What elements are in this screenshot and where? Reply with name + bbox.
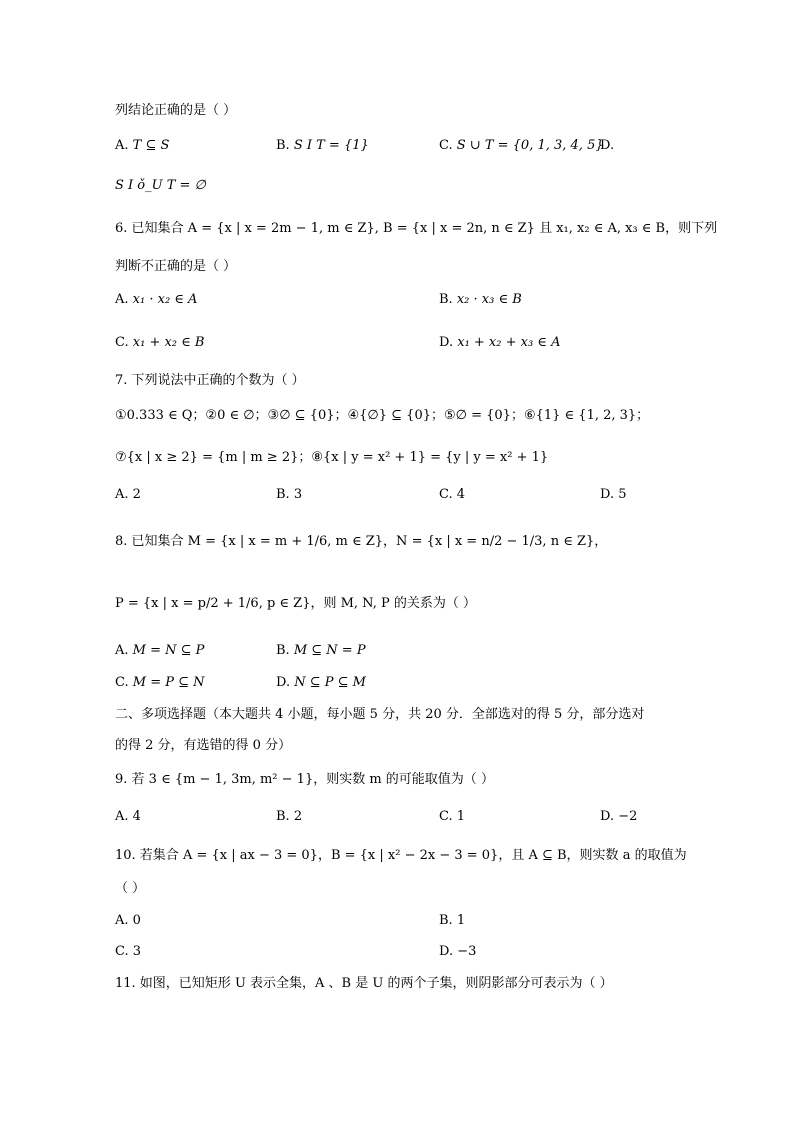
question-7-statements-line2: ⑦{x | x ≥ 2} = {m | m ≥ 2}；⑧{x | y = x² + 1} = {y | y = x² + 1} [115, 450, 549, 465]
q10-option-c[interactable] [115, 942, 141, 962]
question-10-stem: 10. 若集合 A = {x | ax − 3 = 0}，B = {x | x² − 2x − 3 = 0}，且 A ⊆ B，则实数 a 的取值为 [115, 848, 687, 863]
question-6-stem-line1: 6. 已知集合 A = {x | x = 2m − 1, m ∈ Z}, B = {x | x = 2n, n ∈ Z} 且 x₁, x₂ ∈ A, x₃ ∈ B，则下列 [115, 221, 718, 236]
option-label: B. [439, 913, 453, 928]
option-label: D. [439, 944, 454, 959]
q6-option-c[interactable] [115, 333, 204, 353]
option-text: 1 [456, 913, 466, 928]
q8-option-c[interactable] [115, 673, 205, 693]
q5-option-d[interactable] [600, 136, 614, 156]
option-label: A. [115, 487, 129, 502]
option-text: S I T = {1} [293, 138, 369, 153]
question-8-stem-line1: 8. 已知集合 M = {x | x = m + 1/6, m ∈ Z}，N = {x | x = n/2 − 1/3, n ∈ Z}， [115, 534, 608, 549]
option-text: 0 [132, 913, 141, 928]
option-label: C. [439, 487, 453, 502]
option-text: N ⊆ P ⊆ M [294, 675, 366, 690]
option-label: C. [115, 675, 129, 690]
q5-option-d-formula: S I ǒ_U T = ∅ [115, 178, 206, 193]
option-label: D. [439, 335, 454, 350]
option-label: B. [276, 138, 290, 153]
q7-option-a[interactable] [115, 485, 141, 505]
q8-option-d[interactable] [276, 673, 366, 693]
option-text: x₁ · x₂ ∈ A [132, 292, 198, 307]
option-text: x₁ + x₂ + x₃ ∈ A [457, 335, 561, 350]
option-label: A. [115, 809, 129, 824]
q9-option-a[interactable] [115, 807, 141, 827]
option-label: C. [115, 335, 129, 350]
option-text: 5 [618, 487, 627, 502]
option-text: 2 [132, 487, 141, 502]
option-text: 4 [132, 809, 141, 824]
q6-option-a[interactable] [115, 290, 197, 310]
question-10-paren: （ ） [115, 881, 146, 896]
section-2-heading-line1: 二、多项选择题（本大题共 4 小题，每小题 5 分，共 20 分．全部选对的得 5 分，部分选对 [115, 707, 645, 722]
q9-option-c[interactable] [439, 807, 465, 827]
option-label: A. [115, 138, 129, 153]
q8-option-b[interactable] [276, 641, 366, 661]
option-text: 2 [293, 809, 303, 824]
option-label: D. [600, 138, 615, 153]
option-label: C. [439, 809, 453, 824]
q9-option-b[interactable] [276, 807, 302, 827]
question-6-stem-line2: 判断不正确的是（ ） [115, 259, 237, 274]
option-text: x₂ · x₃ ∈ B [456, 292, 522, 307]
q10-option-a[interactable] [115, 911, 141, 931]
q7-option-b[interactable] [276, 485, 302, 505]
option-text: T ⊆ S [132, 138, 170, 153]
option-label: A. [115, 292, 129, 307]
q6-option-b[interactable] [439, 290, 522, 310]
option-text: −2 [618, 809, 638, 824]
option-text: M = P ⊆ N [132, 675, 205, 690]
option-label: C. [115, 944, 129, 959]
q8-option-a[interactable] [115, 641, 204, 661]
option-text: 3 [293, 487, 303, 502]
option-text: 4 [456, 487, 466, 502]
option-label: C. [439, 138, 453, 153]
question-5-stem: 列结论正确的是（ ） [115, 103, 237, 118]
option-text: 3 [132, 944, 142, 959]
q5-option-b[interactable] [276, 136, 369, 156]
question-9-stem: 9. 若 3 ∈ {m − 1, 3m, m² − 1}，则实数 m 的可能取值为（ ） [115, 772, 494, 787]
section-2-heading-line2: 的得 2 分，有选错的得 0 分） [115, 738, 292, 753]
q7-option-c[interactable] [439, 485, 465, 505]
q7-option-d[interactable] [600, 485, 627, 505]
q5-option-a[interactable] [115, 136, 169, 156]
question-7-stem: 7. 下列说法中正确的个数为（ ） [115, 373, 305, 388]
q6-option-d[interactable] [439, 333, 560, 353]
option-text: −3 [457, 944, 477, 959]
q10-option-b[interactable] [439, 911, 465, 931]
option-label: A. [115, 913, 129, 928]
option-label: D. [276, 675, 291, 690]
q10-option-d[interactable] [439, 942, 476, 962]
q9-option-d[interactable] [600, 807, 637, 827]
question-8-stem-line2: P = {x | x = p/2 + 1/6, p ∈ Z}，则 M, N, P 的关系为（ ） [115, 596, 476, 611]
option-label: D. [600, 487, 615, 502]
question-7-statements-line1: ①0.333 ∈ Q；②0 ∈ ∅；③∅ ⊆ {0}；④{∅} ⊆ {0}；⑤∅ = {0}；⑥{1} ∈ {1, 2, 3}； [115, 408, 650, 423]
option-label: B. [439, 292, 453, 307]
option-label: B. [276, 809, 290, 824]
option-label: B. [276, 487, 290, 502]
option-label: D. [600, 809, 615, 824]
option-text: M ⊆ N = P [293, 643, 366, 658]
option-text: M = N ⊆ P [132, 643, 205, 658]
option-label: A. [115, 643, 129, 658]
q5-option-c[interactable] [439, 136, 604, 156]
option-text: 1 [456, 809, 466, 824]
option-text: x₁ + x₂ ∈ B [132, 335, 205, 350]
option-text: S ∪ T = {0, 1, 3, 4, 5} [456, 138, 604, 153]
option-label: B. [276, 643, 290, 658]
question-11-stem: 11. 如图，已知矩形 U 表示全集，A 、B 是 U 的两个子集，则阴影部分可表示为（ ） [115, 976, 613, 991]
